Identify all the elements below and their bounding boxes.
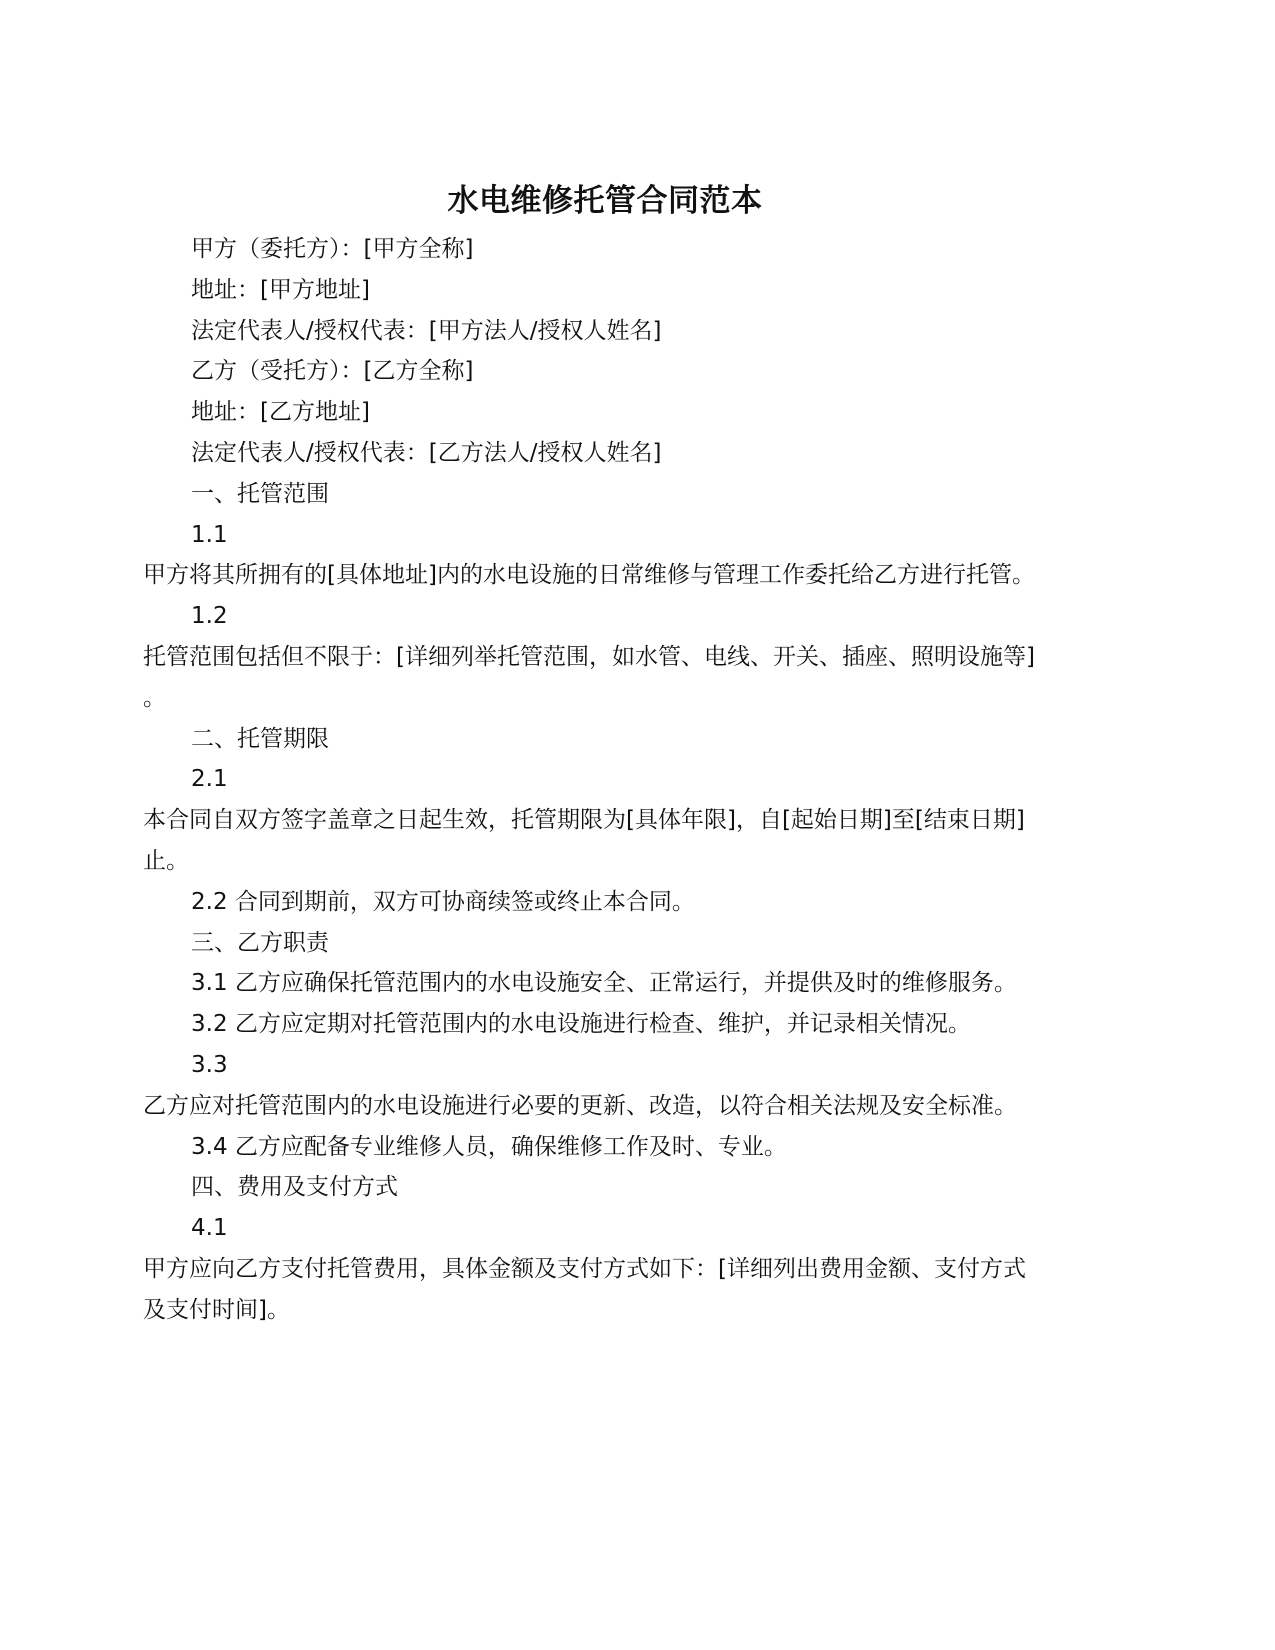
document-body: [143, 229, 1083, 1331]
text-line: 地址：[甲方地址]: [191, 276, 370, 303]
text-line: 法定代表人/授权代表：[乙方法人/授权人姓名]: [191, 439, 662, 466]
text-line: 乙方（受托方）：[乙方全称]: [191, 358, 474, 385]
text-line: 及支付时间]。: [143, 1296, 290, 1323]
text-line: 3.2 乙方应定期对托管范围内的水电设施进行检查、维护，并记录相关情况。: [191, 1011, 971, 1038]
text-line: 一、托管范围: [191, 480, 329, 507]
text-line: 三、乙方职责: [191, 929, 329, 956]
text-line: 托管范围包括但不限于：[详细列举托管范围，如水管、电线、开关、插座、照明设施等]: [143, 643, 1035, 670]
text-line: 4.1: [191, 1215, 228, 1242]
text-line: 2.1: [191, 766, 228, 793]
text-line: 地址：[乙方地址]: [191, 399, 370, 426]
text-line: 四、费用及支付方式: [191, 1174, 398, 1201]
text-line: 法定代表人/授权代表：[甲方法人/授权人姓名]: [191, 317, 662, 344]
text-line: 甲方（委托方）：[甲方全称]: [191, 236, 474, 262]
text-line: 3.1 乙方应确保托管范围内的水电设施安全、正常运行，并提供及时的维修服务。: [191, 970, 1017, 997]
text-line: 止。: [143, 847, 189, 874]
text-line: 本合同自双方签字盖章之日起生效，托管期限为[具体年限]，自[起始日期]至[结束日期]: [143, 807, 1025, 834]
text-line: 3.3: [191, 1051, 228, 1078]
text-line: 乙方应对托管范围内的水电设施进行必要的更新、改造，以符合相关法规及安全标准。: [143, 1092, 1017, 1119]
document-title: 水电维修托管合同范本: [447, 183, 763, 219]
text-line: 甲方将其所拥有的[具体地址]内的水电设施的日常维修与管理工作委托给乙方进行托管。: [143, 562, 1035, 589]
text-line: 2.2 合同到期前，双方可协商续签或终止本合同。: [191, 888, 695, 915]
text-line: 1.2: [191, 603, 228, 630]
text-line: 3.4 乙方应配备专业维修人员，确保维修工作及时、专业。: [191, 1133, 787, 1160]
text-line: 1.1: [191, 521, 228, 548]
text-line: 甲方应向乙方支付托管费用，具体金额及支付方式如下：[详细列出费用金额、支付方式: [143, 1255, 1026, 1282]
text-line: 二、托管期限: [191, 725, 329, 752]
text-line: 。: [143, 684, 166, 711]
